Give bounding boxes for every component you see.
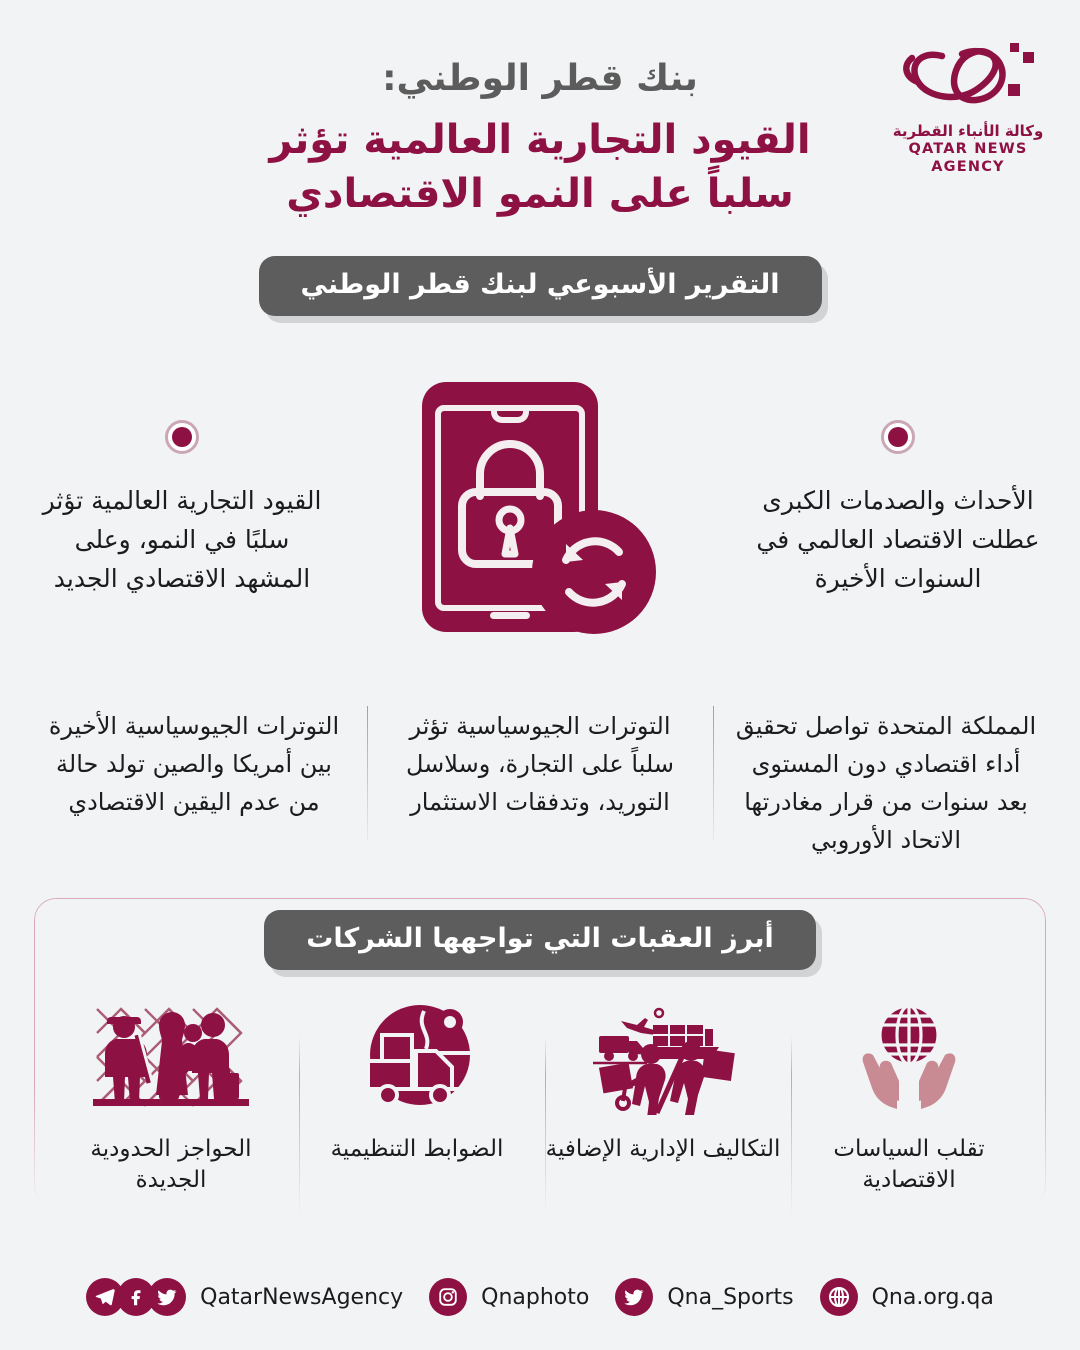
- obstacles-title-row: [0, 910, 1080, 970]
- social-group-website: [820, 1278, 994, 1316]
- obstacles-icon-row: [34, 1000, 1046, 1196]
- middle-point-1: المملكة المتحدة تواصل تحقيق أداء اقتصادي دون المستوى بعد سنوات من قرار مغادرتها الاتحاد الأوروبي: [735, 712, 1037, 854]
- key-point-left: [750, 370, 1046, 598]
- social-label-instagram: Qnaphoto: [481, 1284, 590, 1310]
- hero-artwork: [400, 370, 680, 640]
- obstacle-item-4: [52, 1000, 290, 1196]
- key-point-left-text: الأحداث والصدمات الكبرى عطلت الاقتصاد العالمي في السنوات الأخيرة: [756, 486, 1040, 593]
- obstacles-title-pill: أبرز العقبات التي تواجهها الشركات: [264, 910, 816, 970]
- social-badges-main: [86, 1278, 186, 1316]
- obstacle-label-2: التكاليف الإدارية الإضافية: [545, 1136, 781, 1162]
- logo-arabic-text: وكالة الأنباء القطرية: [892, 122, 1044, 140]
- key-point-right-text: القيود التجارية العالمية تؤثر سلبًا في النمو، وعلى المشهد الاقتصادي الجديد: [42, 486, 322, 593]
- subtitle-pill-row: [0, 256, 1080, 316]
- obstacle-item-1: [790, 1000, 1028, 1196]
- social-footer: [0, 1278, 1080, 1316]
- social-group-main: [86, 1278, 403, 1316]
- hands-globe-icon: [790, 1000, 1028, 1118]
- obstacle-label-1: تقلب السياسات الاقتصادية: [833, 1136, 985, 1194]
- social-label-website: Qna.org.qa: [871, 1284, 994, 1310]
- key-point-right: [34, 370, 330, 598]
- obstacle-label-3: الضوابط التنظيمية: [330, 1136, 504, 1162]
- cargo-workers-icon: [544, 1000, 782, 1118]
- page-kicker: بنك قطر الوطني:: [382, 58, 698, 99]
- globe-icon[interactable]: [820, 1278, 858, 1316]
- middle-point-2: التوترات الجيوسياسية تؤثر سلباً على التجارة، وسلاسل التوريد، وتدفقات الاستثمار: [372, 700, 708, 878]
- delivery-truck-map-icon: [298, 1000, 536, 1118]
- social-group-instagram: [429, 1278, 589, 1316]
- middle-point-3: التوترات الجيوسياسية الأخيرة بين أمريكا والصين تولد حالة من عدم اليقين الاقتصادي: [26, 700, 362, 878]
- border-fence-guard-icon: [52, 1000, 290, 1118]
- twitter-icon[interactable]: [615, 1278, 653, 1316]
- key-points-row: [0, 370, 1080, 640]
- social-label-main: QatarNewsAgency: [200, 1284, 404, 1310]
- obstacle-label-4: الحواجز الحدودية الجديدة: [90, 1136, 252, 1194]
- obstacle-item-3: [298, 1000, 536, 1196]
- phone-lock-refresh-icon: [416, 378, 664, 640]
- instagram-icon[interactable]: [429, 1278, 467, 1316]
- twitter-icon[interactable]: [148, 1278, 186, 1316]
- bullet-dot-icon: [165, 420, 199, 454]
- page-title: القيود التجارية العالمية تؤثر سلباً على النمو الاقتصادي: [269, 117, 811, 217]
- subtitle-pill: التقرير الأسبوعي لبنك قطر الوطني: [259, 256, 822, 316]
- social-label-sports: Qna_Sports: [667, 1284, 794, 1310]
- logo-english-text: QATAR NEWS AGENCY: [908, 141, 1028, 176]
- obstacle-item-2: [544, 1000, 782, 1196]
- middle-points-row: [0, 700, 1080, 878]
- header: [0, 56, 1080, 221]
- social-group-sports: [615, 1278, 793, 1316]
- bullet-dot-icon: [881, 420, 915, 454]
